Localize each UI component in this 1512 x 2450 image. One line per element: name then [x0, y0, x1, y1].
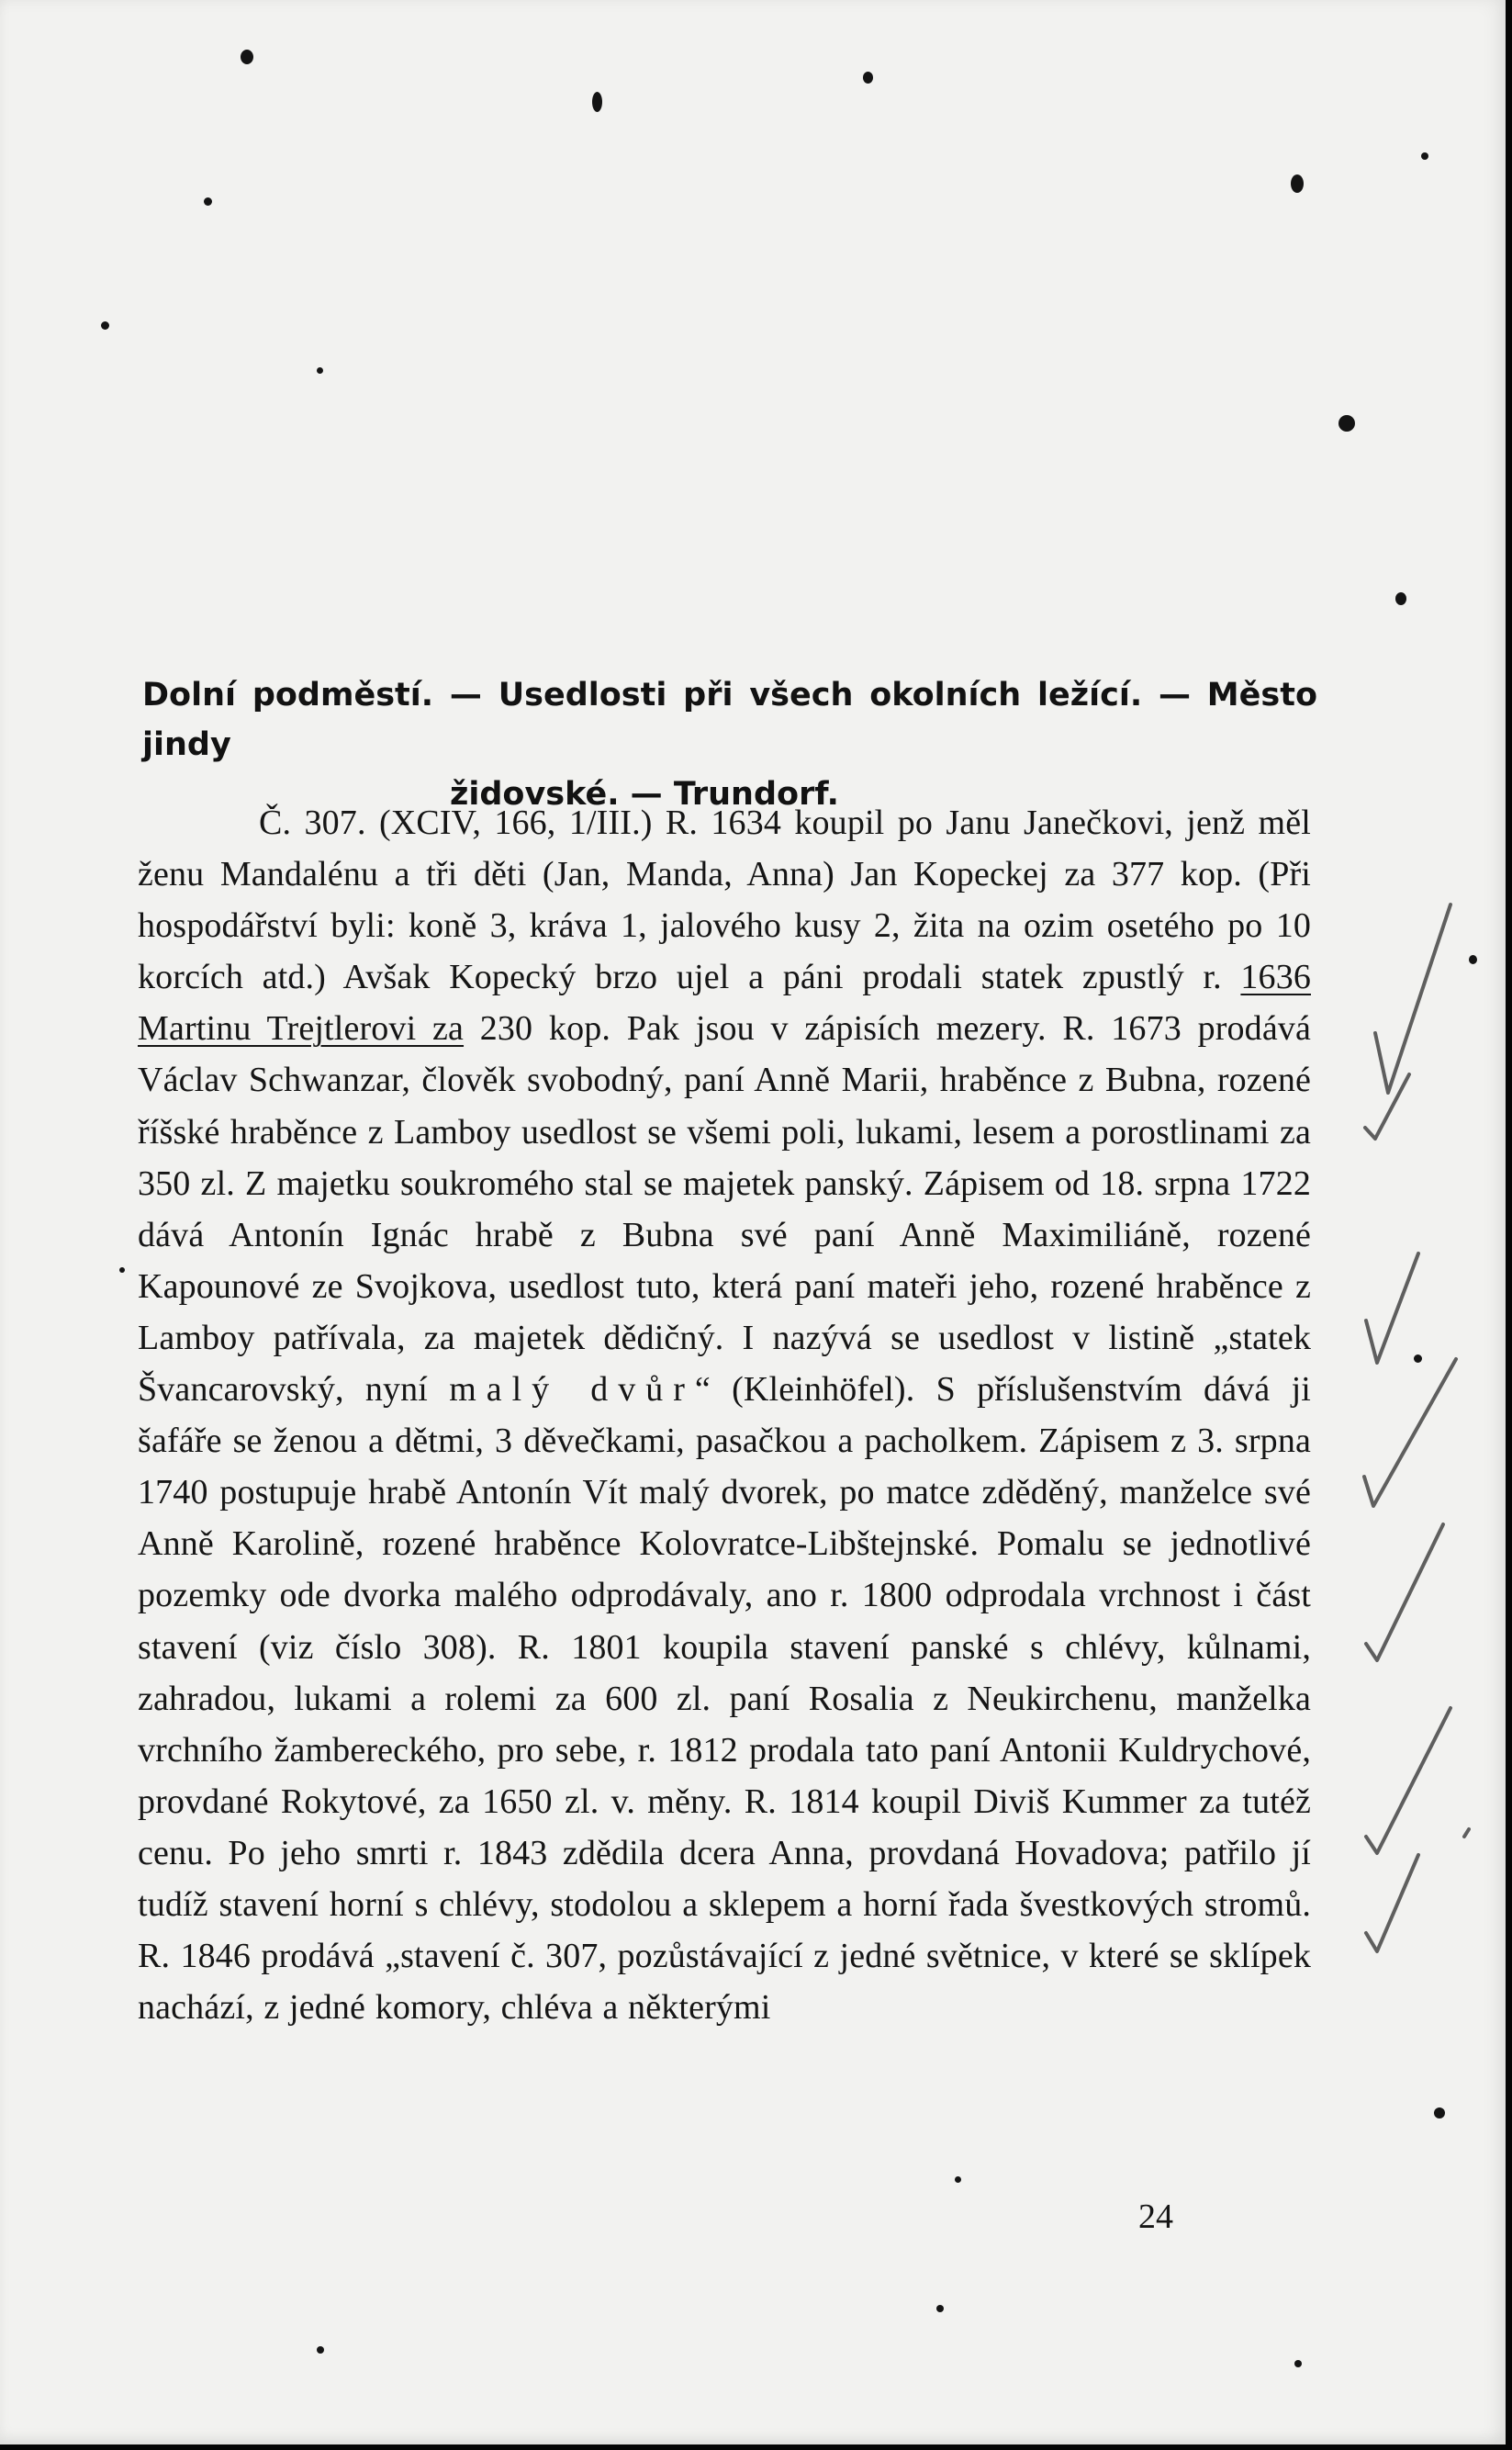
page-number: 24 — [1138, 2197, 1173, 2236]
scan-speck — [204, 197, 212, 206]
scan-speck — [1421, 152, 1428, 160]
body-text-part: Č. 307. (XCIV, 166, 1/III.) R. 1634 koupil po Janu Janečkovi, jenž měl ženu Mandalénu a tři děti (Jan, Manda, Anna) Jan Kopeckej za 377 kop. (Při hospodářství byli: koně 3, kráva 1, jalového kusy 2, žita na ozim osetého po 10 korcích atd.) Avšak Kopecký brzo ujel a páni prodali statek zpustlý r. — [138, 804, 1311, 997]
scan-speck — [119, 1267, 125, 1273]
scan-speck — [955, 2176, 961, 2183]
scan-speck — [1338, 415, 1355, 432]
underlined-text: 1636 Martinu Trejtlerovi za — [138, 958, 1311, 1049]
scan-speck — [1414, 1354, 1422, 1363]
section-heading-line-1: Dolní podměstí. — Usedlosti při všech okolních ležící. — Město jindy — [142, 677, 1317, 763]
scan-speck — [101, 321, 109, 330]
scan-speck — [863, 72, 873, 84]
scan-speck — [1291, 174, 1304, 193]
body-paragraph — [138, 797, 1311, 2033]
scan-speck — [1395, 592, 1406, 605]
body-text-part: “ (Kleinhöfel). S příslušenstvím dává ji šafáře se ženou a dětmi, 3 děvečkami, pasačkou a pacholkem. Zápisem z 3. srpna 1740 postupuje hrabě Antonín Vít malý dvorek, po matce zděděný, manželce své Anně Karolině, rozené hraběnce Kolovratce-Libštejnské. Pomalu se jednotlivé pozemky ode dvorka malého odprodávaly, ano r. 1800 odprodala vrchnost i část stavení (viz číslo 308). R. 1801 koupila stavení panské s chlévy, kůlnami, zahradou, lukami a rolemi za 600 zl. paní Rosalia z Neukirchenu, manželka vrchního žambereckého, pro sebe, r. 1812 prodala tato paní Antonii Kuldrychové, provdané Rokytové, za 1650 zl. v. měny. R. 1814 koupil Diviš Kummer za tutéž cenu. Po jeho smrti r. 1843 zdědila dcera Anna, provdaná Hovadova; patřilo jí tudíž stavení horní s chlévy, stodolou a sklepem a horní řada švestkových stromů. R. 1846 prodává „stavení č. 307, pozůstávající z jedné světnice, v které se sklípek nachází, z jedné komory, chléva a některými — [138, 1370, 1312, 2028]
scan-speck — [1469, 955, 1477, 964]
scan-speck — [936, 2305, 944, 2312]
scan-speck — [317, 2346, 324, 2354]
body-text-part: 230 kop. Pak jsou v zápisích mezery. R. 1673 prodává Václav Schwanzar, člověk svobodný, paní Anně Marii, hraběnce z Bubna, rozené říšské hraběnce z Lamboy usedlost se všemi poli, lukami, lesem a porostlinami za 350 zl. Z majetku soukromého stal se majetek panský. Zápisem od 18. srpna 1722 dává Antonín Ignác hrabě z Bubna své paní Anně Maximiliáně, rozené Kapounové ze Svojkova, usedlost tuto, která paní mateři jeho, rozené hraběnce z Lamboy patřívala, za majetek dědičný. I nazývá se usedlost v listině „statek Švancarovský, nyní — [138, 1009, 1312, 1410]
scan-speck — [1294, 2360, 1302, 2367]
letterspaced-text: malý dvůr — [449, 1370, 695, 1410]
section-heading-line-2: židovské. — Trundorf. — [450, 776, 839, 813]
scan-speck — [1434, 2107, 1445, 2118]
scan-speck — [241, 50, 253, 64]
scan-speck — [317, 367, 323, 374]
scan-speck — [592, 92, 602, 112]
